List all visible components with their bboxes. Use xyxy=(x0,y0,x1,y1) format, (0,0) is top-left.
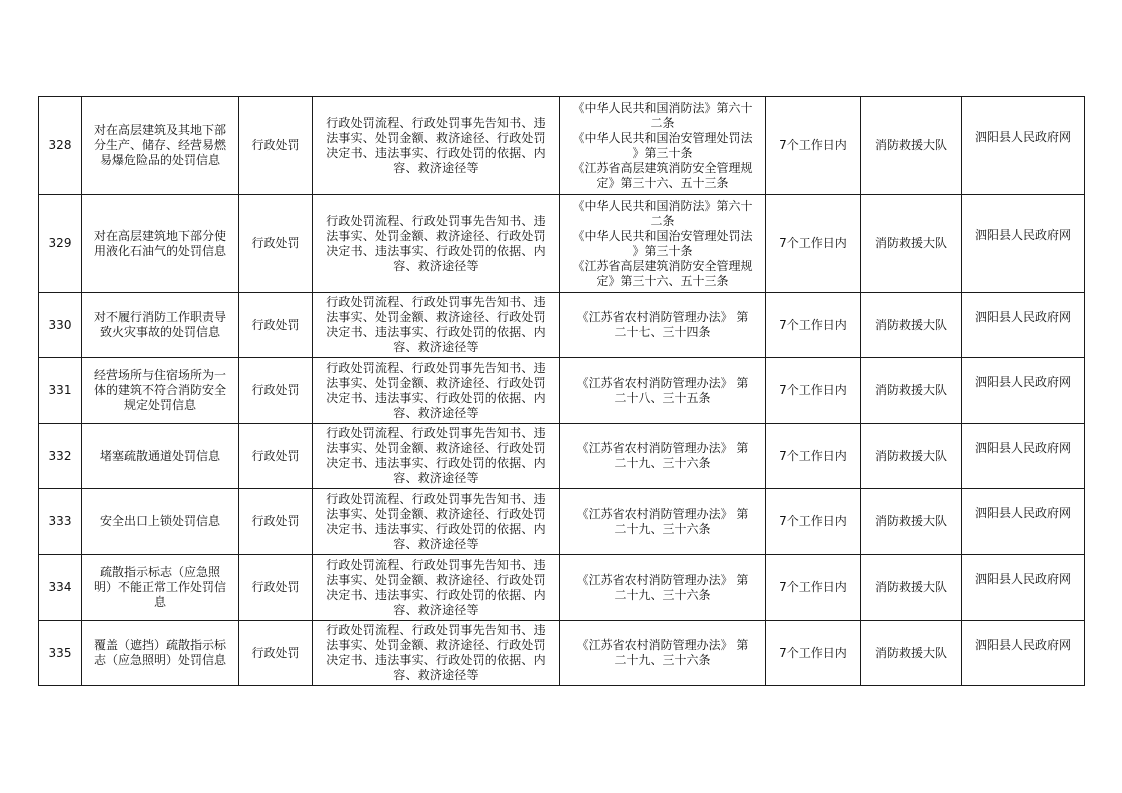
disclosure-content-line: 行政处罚流程、行政处罚事先告知书、违 xyxy=(326,623,546,637)
item-name xyxy=(82,424,239,489)
legal-basis-line: 定》第三十六、五十三条 xyxy=(596,175,729,190)
item-name xyxy=(82,489,239,555)
publish-channel xyxy=(962,195,1085,293)
row-number xyxy=(39,555,82,621)
disclosure-content xyxy=(313,195,560,293)
item-name-line: 志（应急照明）处罚信息 xyxy=(93,653,226,667)
disclosure-content-line: 法事实、处罚金额、救济途径、行政处罚 xyxy=(326,572,546,587)
item-name-line: 息 xyxy=(153,595,166,609)
disclosure-content-line: 决定书、违法事实、行政处罚的依据、内 xyxy=(326,145,546,160)
disclosure-content-line: 决定书、违法事实、行政处罚的依据、内 xyxy=(326,653,546,667)
publish-channel xyxy=(962,97,1085,195)
item-type xyxy=(239,293,313,358)
time-limit-text: 7个工作日内 xyxy=(779,514,847,528)
legal-basis-line: 《江苏省农村消防管理办法》 第 xyxy=(576,638,749,652)
disclosure-content-line: 行政处罚流程、行政处罚事先告知书、违 xyxy=(326,213,546,228)
responsible-dept xyxy=(861,489,962,555)
time-limit xyxy=(766,358,861,424)
item-name xyxy=(82,555,239,621)
row-number-text: 332 xyxy=(48,448,72,463)
table-row xyxy=(39,97,1085,195)
responsible-dept xyxy=(861,424,962,489)
item-type-text: 行政处罚 xyxy=(251,317,300,332)
item-type-text: 行政处罚 xyxy=(251,138,300,152)
time-limit xyxy=(766,489,861,555)
publish-channel-text: 泗阳县人民政府网 xyxy=(974,506,1071,520)
item-name xyxy=(82,293,239,358)
row-number-text: 335 xyxy=(48,645,72,660)
legal-basis xyxy=(560,424,766,489)
disclosure-content-line: 法事实、处罚金额、救济途径、行政处罚 xyxy=(326,638,546,652)
table-row xyxy=(39,358,1085,424)
disclosure-content-line: 容、救济途径等 xyxy=(393,405,479,420)
time-limit-text: 7个工作日内 xyxy=(779,580,847,594)
item-name xyxy=(82,621,239,686)
legal-basis-line: 《江苏省高层建筑消防安全管理规 xyxy=(572,160,753,175)
row-number-text: 330 xyxy=(48,317,72,332)
legal-basis-line: 《江苏省农村消防管理办法》 第 xyxy=(576,572,749,587)
time-limit-text: 7个工作日内 xyxy=(779,317,847,332)
responsible-dept xyxy=(861,358,962,424)
legal-basis xyxy=(560,358,766,424)
disclosure-content xyxy=(313,555,560,621)
row-number xyxy=(39,424,82,489)
responsible-dept-text: 消防救援大队 xyxy=(874,645,947,660)
disclosure-content-line: 决定书、违法事实、行政处罚的依据、内 xyxy=(326,243,546,258)
responsible-dept-text: 消防救援大队 xyxy=(874,383,947,397)
disclosure-content-line: 行政处罚流程、行政处罚事先告知书、违 xyxy=(326,557,546,572)
legal-basis-line: 《江苏省高层建筑消防安全管理规 xyxy=(572,258,753,273)
responsible-dept-text: 消防救援大队 xyxy=(874,448,947,463)
legal-basis-line: 《中华人民共和国消防法》第六十 xyxy=(572,198,753,213)
legal-basis xyxy=(560,97,766,195)
time-limit xyxy=(766,424,861,489)
item-type-text: 行政处罚 xyxy=(251,514,300,528)
time-limit-text: 7个工作日内 xyxy=(779,138,847,152)
disclosure-content-line: 容、救济途径等 xyxy=(393,471,479,485)
publish-channel xyxy=(962,555,1085,621)
item-name xyxy=(82,97,239,195)
disclosure-content-line: 法事实、处罚金额、救济途径、行政处罚 xyxy=(326,310,546,324)
disclosure-content-line: 决定书、违法事实、行政处罚的依据、内 xyxy=(326,456,546,470)
item-type xyxy=(239,97,313,195)
legal-basis-line: 二十七、三十四条 xyxy=(614,325,711,339)
disclosure-content-line: 法事实、处罚金额、救济途径、行政处罚 xyxy=(326,130,546,145)
disclosure-content xyxy=(313,293,560,358)
disclosure-table xyxy=(38,96,1085,686)
publish-channel-text: 泗阳县人民政府网 xyxy=(974,637,1071,652)
table-row xyxy=(39,621,1085,686)
legal-basis-line: 《中华人民共和国治安管理处罚法 xyxy=(572,130,753,145)
table-row xyxy=(39,293,1085,358)
disclosure-content xyxy=(313,621,560,686)
legal-basis-line: 》第三十条 xyxy=(632,145,693,160)
legal-basis xyxy=(560,555,766,621)
row-number xyxy=(39,621,82,686)
responsible-dept xyxy=(861,97,962,195)
legal-basis-line: 二条 xyxy=(650,213,675,228)
legal-basis xyxy=(560,195,766,293)
responsible-dept xyxy=(861,195,962,293)
publish-channel-text: 泗阳县人民政府网 xyxy=(974,440,1071,455)
time-limit-text: 7个工作日内 xyxy=(779,383,847,397)
publish-channel-text: 泗阳县人民政府网 xyxy=(974,130,1071,144)
disclosure-content-line: 决定书、违法事实、行政处罚的依据、内 xyxy=(326,325,546,339)
row-number xyxy=(39,489,82,555)
disclosure-content-line: 法事实、处罚金额、救济途径、行政处罚 xyxy=(326,375,546,390)
disclosure-content-line: 容、救济途径等 xyxy=(393,340,479,354)
item-name-line: 安全出口上锁处罚信息 xyxy=(99,514,220,528)
table-row xyxy=(39,555,1085,621)
item-type xyxy=(239,424,313,489)
disclosure-content-line: 容、救济途径等 xyxy=(393,258,479,273)
item-type-text: 行政处罚 xyxy=(251,580,300,594)
row-number xyxy=(39,358,82,424)
legal-basis-line: 二十九、三十六条 xyxy=(614,587,711,602)
legal-basis-line: 《江苏省农村消防管理办法》 第 xyxy=(576,310,749,324)
row-number-text: 328 xyxy=(48,138,72,152)
disclosure-content xyxy=(313,358,560,424)
item-name xyxy=(82,195,239,293)
item-name-line: 用液化石油气的处罚信息 xyxy=(93,243,226,258)
legal-basis-line: 《江苏省农村消防管理办法》 第 xyxy=(576,441,749,455)
legal-basis-line: 》第三十条 xyxy=(632,243,693,258)
legal-basis-line: 《江苏省农村消防管理办法》 第 xyxy=(576,506,749,521)
item-name-line: 致火灾事故的处罚信息 xyxy=(99,325,220,339)
disclosure-content xyxy=(313,424,560,489)
item-type xyxy=(239,621,313,686)
row-number xyxy=(39,195,82,293)
disclosure-content-line: 容、救济途径等 xyxy=(393,668,479,682)
publish-channel xyxy=(962,424,1085,489)
legal-basis-line: 《江苏省农村消防管理办法》 第 xyxy=(576,375,749,390)
item-name-line: 堵塞疏散通道处罚信息 xyxy=(99,448,220,463)
responsible-dept-text: 消防救援大队 xyxy=(874,236,947,250)
publish-channel-text: 泗阳县人民政府网 xyxy=(974,228,1071,242)
legal-basis-line: 二十九、三十六条 xyxy=(614,521,711,536)
disclosure-content-line: 行政处罚流程、行政处罚事先告知书、违 xyxy=(326,491,546,506)
table-row xyxy=(39,424,1085,489)
publish-channel-text: 泗阳县人民政府网 xyxy=(974,375,1071,389)
time-limit-text: 7个工作日内 xyxy=(779,645,847,660)
item-type xyxy=(239,489,313,555)
responsible-dept xyxy=(861,293,962,358)
disclosure-content-line: 容、救济途径等 xyxy=(393,160,479,175)
item-name-line: 疏散指示标志（应急照 xyxy=(99,565,220,579)
row-number xyxy=(39,97,82,195)
item-type-text: 行政处罚 xyxy=(251,448,300,463)
legal-basis-line: 二条 xyxy=(650,115,675,130)
item-name-line: 明）不能正常工作处罚信 xyxy=(93,580,226,594)
item-type xyxy=(239,195,313,293)
item-name-line: 对不履行消防工作职责导 xyxy=(93,310,226,324)
responsible-dept xyxy=(861,621,962,686)
disclosure-content-line: 法事实、处罚金额、救济途径、行政处罚 xyxy=(326,441,546,455)
disclosure-content xyxy=(313,489,560,555)
table-row xyxy=(39,489,1085,555)
disclosure-content-line: 行政处罚流程、行政处罚事先告知书、违 xyxy=(326,115,546,130)
item-name xyxy=(82,358,239,424)
publish-channel-text: 泗阳县人民政府网 xyxy=(974,572,1071,586)
legal-basis xyxy=(560,489,766,555)
table-row xyxy=(39,195,1085,293)
legal-basis-line: 二十九、三十六条 xyxy=(614,653,711,667)
item-name-line: 分生产、储存、经营易燃 xyxy=(93,138,226,152)
legal-basis-line: 《中华人民共和国消防法》第六十 xyxy=(572,100,753,115)
item-name-line: 覆盖（遮挡）疏散指示标 xyxy=(93,638,226,652)
row-number-text: 333 xyxy=(48,514,72,528)
disclosure-content-line: 决定书、违法事实、行政处罚的依据、内 xyxy=(326,521,546,536)
row-number-text: 331 xyxy=(48,383,72,397)
item-type xyxy=(239,555,313,621)
item-type-text: 行政处罚 xyxy=(251,645,300,660)
disclosure-content-line: 行政处罚流程、行政处罚事先告知书、违 xyxy=(326,360,546,375)
item-name-line: 对在高层建筑及其地下部 xyxy=(93,123,226,137)
responsible-dept-text: 消防救援大队 xyxy=(874,317,947,332)
time-limit xyxy=(766,97,861,195)
time-limit xyxy=(766,555,861,621)
legal-basis xyxy=(560,621,766,686)
publish-channel xyxy=(962,621,1085,686)
item-name-line: 经营场所与住宿场所为一 xyxy=(93,368,226,382)
item-type xyxy=(239,358,313,424)
item-name-line: 体的建筑不符合消防安全 xyxy=(93,383,226,397)
disclosure-content-line: 行政处罚流程、行政处罚事先告知书、违 xyxy=(326,426,546,440)
disclosure-content xyxy=(313,97,560,195)
item-name-line: 易爆危险品的处罚信息 xyxy=(99,153,220,167)
responsible-dept xyxy=(861,555,962,621)
responsible-dept-text: 消防救援大队 xyxy=(874,580,947,594)
responsible-dept-text: 消防救援大队 xyxy=(874,514,947,528)
disclosure-content-line: 行政处罚流程、行政处罚事先告知书、违 xyxy=(326,295,546,309)
legal-basis xyxy=(560,293,766,358)
publish-channel xyxy=(962,293,1085,358)
disclosure-content-line: 决定书、违法事实、行政处罚的依据、内 xyxy=(326,587,546,602)
time-limit xyxy=(766,293,861,358)
legal-basis-line: 二十八、三十五条 xyxy=(614,390,711,405)
disclosure-content-line: 容、救济途径等 xyxy=(393,536,479,551)
row-number xyxy=(39,293,82,358)
item-name-line: 规定处罚信息 xyxy=(123,398,196,412)
time-limit-text: 7个工作日内 xyxy=(779,448,847,463)
legal-basis-line: 《中华人民共和国治安管理处罚法 xyxy=(572,228,753,243)
time-limit xyxy=(766,621,861,686)
item-type-text: 行政处罚 xyxy=(251,236,300,250)
responsible-dept-text: 消防救援大队 xyxy=(874,138,947,152)
item-type-text: 行政处罚 xyxy=(251,383,300,397)
disclosure-content-line: 法事实、处罚金额、救济途径、行政处罚 xyxy=(326,506,546,521)
time-limit-text: 7个工作日内 xyxy=(779,236,847,250)
publish-channel xyxy=(962,358,1085,424)
legal-basis-line: 定》第三十六、五十三条 xyxy=(596,273,729,288)
row-number-text: 329 xyxy=(48,236,72,250)
publish-channel xyxy=(962,489,1085,555)
disclosure-content-line: 容、救济途径等 xyxy=(393,602,479,617)
publish-channel-text: 泗阳县人民政府网 xyxy=(974,309,1071,324)
row-number-text: 334 xyxy=(48,580,72,594)
disclosure-content-line: 决定书、违法事实、行政处罚的依据、内 xyxy=(326,390,546,405)
item-name-line: 对在高层建筑地下部分使 xyxy=(93,228,226,243)
time-limit xyxy=(766,195,861,293)
legal-basis-line: 二十九、三十六条 xyxy=(614,456,711,470)
disclosure-content-line: 法事实、处罚金额、救济途径、行政处罚 xyxy=(326,228,546,243)
